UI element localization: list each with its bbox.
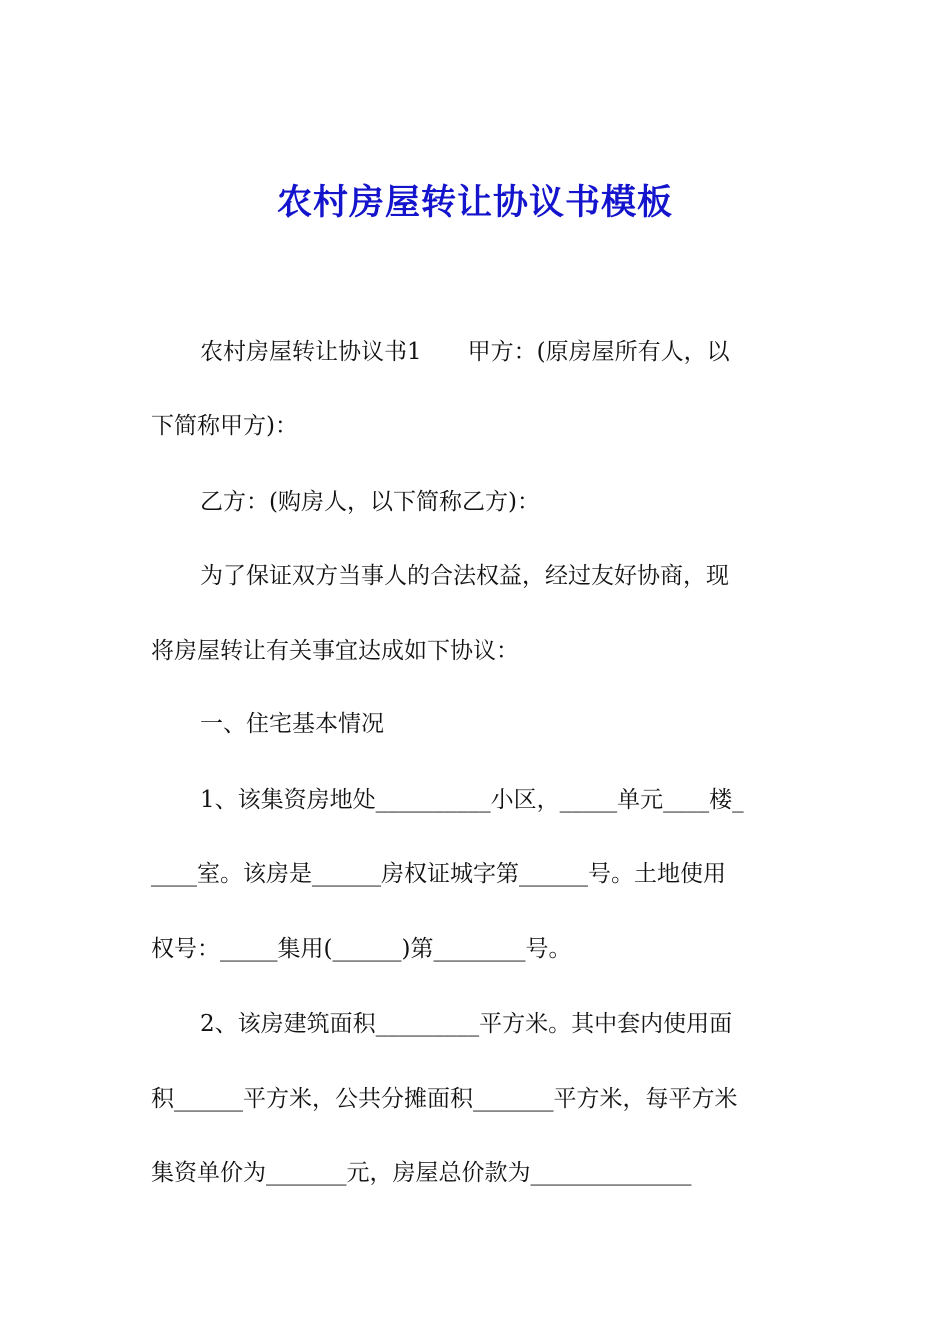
paragraph-line: 权号：_____集用(______)第________号。 (151, 936, 572, 962)
paragraph-line: 下简称甲方)： (151, 413, 298, 439)
paragraph-line: ____室。该房是______房权证城字第______号。土地使用 (151, 861, 726, 887)
paragraph-line: 乙方：(购房人，以下简称乙方)： (200, 489, 540, 515)
paragraph-line: 积______平方米，公共分摊面积_______平方米，每平方米 (151, 1086, 738, 1112)
section-heading: 一、住宅基本情况 (200, 711, 384, 737)
paragraph-line: 集资单价为_______元，房屋总价款为______________ (151, 1160, 692, 1186)
document-title: 农村房屋转让协议书模板 (276, 183, 673, 223)
paragraph-line: 将房屋转让有关事宜达成如下协议： (151, 638, 519, 664)
paragraph-line: 1、该集资房地处__________小区，_____单元____楼_ (200, 787, 744, 813)
paragraph-line: 为了保证双方当事人的合法权益，经过友好协商，现 (200, 563, 729, 589)
paragraph-line: 2、该房建筑面积_________平方米。其中套内使用面 (200, 1011, 733, 1037)
paragraph-line: 农村房屋转让协议书1 甲方：(原房屋所有人，以 (200, 339, 730, 365)
